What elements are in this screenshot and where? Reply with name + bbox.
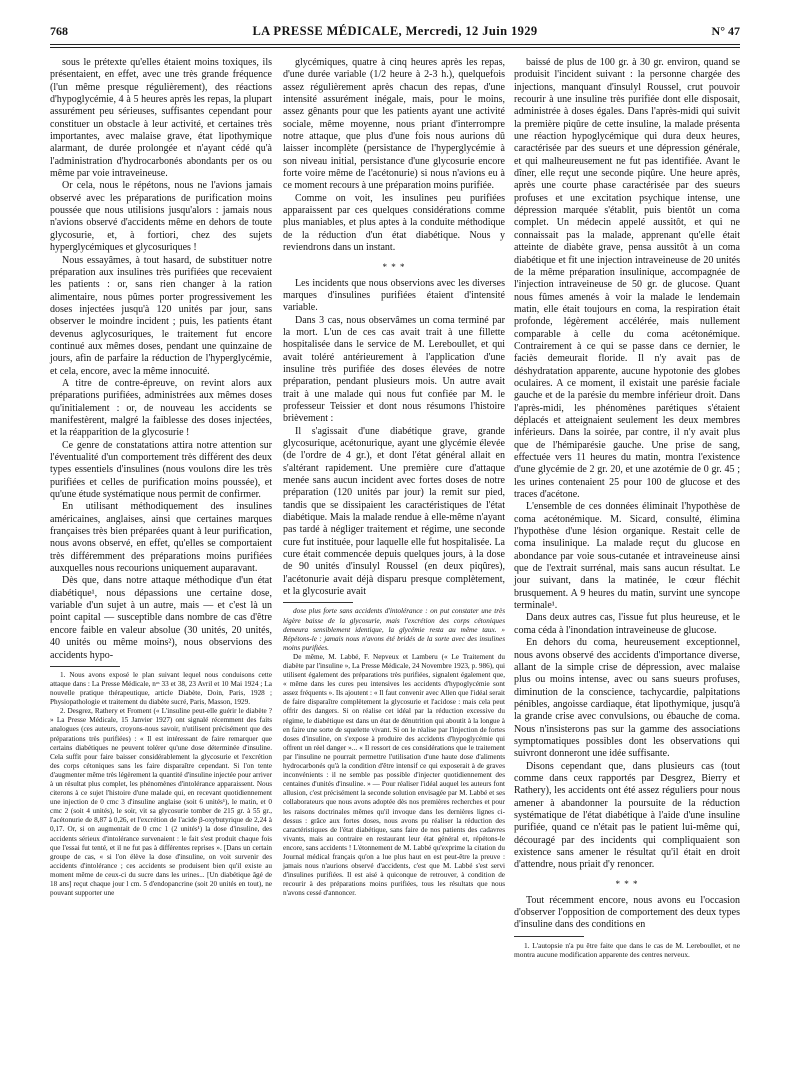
paragraph: Disons cependant que, dans plusieurs cas (tout comme dans ceux rapportés par Desgrez, Bierry et Rathery), les accidents ont été assez réguliers pour nous amener à abandonner la poursuite de la réduction systématique de l'état diabétique à l'aide d'une insuline purifiée, quand ce n'était pas le patient lui-même qui, découragé par des incidents qui compliquaient son existence sans amener le résultat qu'il était en droit d'attendre, nous priait d'y renoncer. [514, 760, 740, 871]
footnotes [283, 607, 505, 898]
paragraph: Dès que, dans notre attaque méthodique d'un état diabétique¹, nous dépassions une certaine dose, variable d'un sujet à un autre, mais — et c'est là un point capital — susceptible dans nombre de cas d'être encore faible en valeur absolue (30 unités, 20 unités, 40 unités ou même moins²), nous observions des accidents hypo- [50, 575, 272, 661]
paragraph: Or cela, nous le répétons, nous ne l'avions jamais observé avec les préparations de purification moins poussée que nous utilisions jusqu'alors : jamais nous n'avions observé d'accidents même en dehors de toute glycosurie, et, à fortiori, chez des sujets hyperglycémiques et glycosuriques ! [50, 180, 272, 254]
text-column-left [50, 57, 272, 1057]
page-number: 768 [50, 24, 68, 38]
footnote: 2. Desgrez, Rathery et Froment (« L'insuline peut-elle guérir le diabète ? » La Presse Médicale, 15 Janvier 1927) ont signalé récemment des faits analogues (ces auteurs, croyons-nous savoir, n'utilisent précisément que des préparations très purifiées) : « Il est intéressant de faire remarquer que certains diabétiques ne peuvent tolérer qu'une dose déterminée d'insuline. Cela suffit pour faire baisser considérablement la glycosurie et l'excrétion des corps cétoniques sans les faire disparaître cependant. Si l'on tente d'augmenter même très légèrement la quantité d'insuline injectée pour arriver à un résultat plus complet, les phénomènes d'intolérance apparaissent. Nous citerons à ce sujet l'histoire d'une malade qui, en recevant quotidiennement une injection de 0 cmc 3 d'insuline anglaise (soit 6 unités¹), le matin, et 0 cmc 2 (soit 4 unités), le soir, vit sa glycosurie tomber de 215 gr. à 55 gr., l'acétonurie de 8,87 à 0,26, et l'excrétion de l'acide β-oxybutyrique de 2,24 à 0,17. Or, si on augmentait de 0 cmc 1 (2 unités¹) la dose d'insuline, des accidents sérieux d'intolérance survenaient : le fait s'est produit chaque fois que l'essai fut tenté, et il ne fut pas à différentes reprises ». [Dans un certain groupe de cas, « si l'on élève la dose d'insuline, on voit survenir des accidents d'intolérance ; ces accidents se produisent bien qu'il existe au moment même de ceux-ci du sucre dans les urines... [Un diabétique âgé de 18 ans] reçut chaque jour l cm. 5 d'endopancrine (soit 20 unités en tout), ne pouvant supporter une [50, 707, 272, 898]
paragraph: L'ensemble de ces données éliminait l'hypothèse de coma acétonémique. M. Sicard, consulté, élimina l'hypothèse d'une lésion organique. Restait celle de coma insulinique. La malade reçut du glucose en abondance par voie sous-cutanée et intraveineuse ainsi que de l'extrait surrénal, mais sans aucun résultat. Le jour suivant, dans la matinée, le cœur fléchit brusquement. A 9 heures du matin, survint une syncope terminale¹. [514, 501, 740, 612]
paragraph: sous le prétexte qu'elles étaient moins toxiques, ils présentaient, en effet, avec une très grande fréquence (l'un même presque régulièrement), des réactions d'hypoglycémie, 4 à 5 heures après les repas, la plupart assurément peu sérieuses, suffisantes cependant pour constituer un obstacle à leur activité, et certaines très importantes, avec malaise grave, état lipothymique alarmant, de durée prolongée et n'ayant cédé qu'à l'administration d'hydrocarbonés abondants per os ou même par voie intraveineuse. [50, 57, 272, 180]
paragraph: baissé de plus de 100 gr. à 30 gr. environ, quand se produisit l'incident suivant : la personne chargée des injections, manquant d'insulyl Roussel, crut pouvoir recourir à une insuline très purifiée dont elle disposait, administrée à doses égales. Dans l'après-midi qui suivit la première piqûre de cette insuline, la malade présenta une réaction hypoglycémique qui dura deux heures, caractérisée par des sueurs et une dépression générale, et qui malheureusement ne fut pas identifiée. Avant le dîner, elle reçut une seconde piqûre. Une heure après, après une courte phase caractérisée par des sueurs profuses et une excitation psychique intense, une dépression marquée s'établit, puis bientôt un coma complet. Un médecin appelé aussitôt, et qui ne connaissait pas la malade, apprenant qu'elle était atteinte de diabète grave, pensa aussitôt à un coma diabétique et fit une injection intraveineuse de 20 unités de la même préparation insulinique, accompagnée de l'injection intraveineuse de 50 gr. de glucose. Quant nous fûmes amenés à voir la malade le lendemain matin, elle était toujours en coma, la respiration était profonde, légèrement accélérée, mais nullement comparable à celle du coma acétonémique. Contrairement à ce qui se passe dans ce dernier, le faciès demeurait floride. Il n'y avait pas de déshydratation apparente, aucune hypotonie des globes oculaires. A ce moment, il existait une parésie faciale gauche et de la parésie du membre inférieur droit. Dans l'après-midi, les phénomènes parétiques s'étaient déplacés et atteignaient seulement les deux membres inférieurs. Dans la soirée, par contre, il n'y avait plus que de l'hémiparésie gauche. Une prise de sang, effectuée vers 11 heures du matin, montra l'existence d'une glycémie de 2 gr. 20, et une azotémie de 0 gr. 45 ; les urines contenaient 25 pour 100 de glucose et des traces d'acétone. [514, 57, 740, 501]
issue-number: N° 47 [711, 24, 740, 38]
text-column-middle [283, 57, 505, 1057]
header-rule-double [50, 47, 740, 48]
paragraph: Il s'agissait d'une diabétique grave, grande glycosurique, acétonurique, ayant une glycémie élevée (de l'ordre de 4 gr.), et dont l'état général allait en s'altérant rapidement. Une première cure d'attaque menée sans aucun incident avec fortes doses de notre préparation (120 unités par jour) la remit sur pied, tandis que se dissipaient les caractéristiques de l'état diabétique. Mais la malade rendue à elle-même n'ayant pas tardé à négliger traitement et régime, une seconde cure fut instituée, pour laquelle elle fut hospitalisée. La cure était commencée depuis quelques jours, à la dose de 90 unités d'insulyl Roussel (en deux piqûres), l'acétonurie avait déjà disparu presque complètement, et la glycosurie avait [283, 425, 505, 598]
paragraph: Les incidents que nous observions avec les diverses marques d'insulines purifiées étaient d'intensité variable. [283, 277, 505, 314]
paragraph: Ce genre de constatations attira notre attention sur l'éventualité d'un comportement très différent des deux types essentiels d'insulines (nous voulons dire les très purifiées et celles de purification moins poussée), et qu'une étude systématique nous permit de confirmer. [50, 439, 272, 501]
paragraph: Tout récemment encore, nous avons eu l'occasion d'observer l'opposition de comportement des deux types d'insuline dans des conditions en [514, 894, 740, 931]
footnote-rule [283, 602, 353, 603]
footnote-rule [50, 666, 120, 667]
footnotes [514, 941, 740, 960]
page-header [50, 24, 740, 44]
footnote-rule [514, 936, 584, 937]
paragraph: Nous essayâmes, à tout hasard, de substituer notre préparation aux insulines très purifiées que recevaient les patients : or, sans rien changer à la ration alimentaire, nous pûmes porter progressivement les doses injectées jusqu'à 120 unités par jour, sans observer le moindre incident ; puis, les patients étant devenus aglycosuriques, le traitement fut encore continué aux mêmes doses, pendant une quinzaine de jours, afin de parfaire la réduction de l'hyperglycémie, et cela, encore, avec la même innocuité. [50, 254, 272, 377]
header-rule [50, 44, 740, 45]
footnote: 1. L'autopsie n'a pu être faite que dans le cas de M. Lereboullet, et ne montra aucune modification apparente des centres nerveux. [514, 940, 740, 960]
text-column-right [514, 57, 740, 1057]
footnote: De même, M. Labbé, F. Nepveux et Lamberu (« Le Traitement du diabète par l'insuline », La Presse Médicale, 24 Novembre 1923, p. 986), qui utilisent également des préparations très purifiées, signalent également que, « même dans les cures peu intensives les accidents d'hypoglycémie sont assez fréquents ». Ils ajoutent : « Il faut convenir avec Allen que l'idéal serait de faire disparaître complètement la glycosurie et l'acidose : mais cela peut offrir des dangers. Si on réalise cet idéal par la réduction excessive du régime, le diabétique est dans un état de dénutrition qui aboutit à la longue à en faire une sorte de squelette vivant. Si on le réalise par l'injection de fortes doses d'insuline, on s'expose à produire des accidents d'hypoglycémie qui offrent un réel danger »... « Il ressort de ces considérations que le traitement par l'insuline ne pourrait permettre l'utilisation d'une haute dose d'aliments hydrocarbonés qu'à la condition d'être intensif ce qui exposerait à de graves inconvénients : il ne semble pas possible d'injecter quotidiennement des centaines d'unités d'insuline. » — Pour réaliser l'idéal auquel les auteurs font allusion, c'est précisément la seconde solution envisagée par M. Labbé et ses collaborateurs que nous avons adoptée dès nos premières recherches et pour les raisons doctrinales mêmes qu'il invoque dans les dernières lignes ci-dessus : grâce aux fortes doses, nous avons pu réaliser la réduction des caractéristiques de l'état diabétique, sans faire de nos patients des cadavres vivants, mais au contraire en restaurant leur état général et, répétons-le encore, sans accidents ! L'étonnement de M. Labbé qu'exprime la citation du Journal médical français qu'on a lue plus haut en est peut-être la preuve : jamais nous n'aurions observé d'accidents, c'est que M. Labbé s'est servi d'insulines purifiées. Il est aisé à quiconque de retrouver, à condition de recourir à des préparations moins purifiées, tous les résultats que nous n'avons cessé d'annoncer. [283, 652, 505, 898]
section-asterism: * * * [615, 878, 639, 889]
journal-title: LA PRESSE MÉDICALE, Mercredi, 12 Juin 1929 [252, 24, 538, 38]
paragraph: En dehors du coma, heureusement exceptionnel, nous avons observé des accidents d'importance diverse, allant de la simple crise de dépression, avec malaise plus ou moins intense, avec ou sans sueurs profuses, diminution de la conscience, tachycardie, palpitations pénibles, angoisse cardiaque, état lipothymique, jusqu'à la grande crise avec convulsions, ou ébauche de coma. Nous n'insisterons pas sur la gamme des associations symptomatiques possibles dont les observations qui suivront donneront une idée suffisante. [514, 637, 740, 760]
footnote: 1. Nous avons exposé le plan suivant lequel nous conduisons cette attaque dans : La Presse Médicale, nᵒˢ 33 et 38, 23 Avril et 10 Mai 1924 ; La nouvelle pratique thérapeutique, article Diabète, Doin, Paris, 1928 ; Physiopathologie et traitement du diabète sucré, Paris, Masson, 1929. [50, 670, 272, 707]
paragraph: A titre de contre-épreuve, on revint alors aux préparations purifiées, administrées aux mêmes doses qu'initialement : or, de nouveau les accidents se manifestèrent, malgré la faiblesse des doses injectées, et la réapparition de la glycosurie ! [50, 377, 272, 439]
paragraph: Dans deux autres cas, l'issue fut plus heureuse, et le coma céda à l'inondation intraveineuse de glucose. [514, 612, 740, 636]
footnotes [50, 671, 272, 898]
paragraph: Dans 3 cas, nous observâmes un coma terminé par la mort. L'un de ces cas avait trait à une fillette hospitalisée dans le service de M. Lereboullet, et qui avait toléré antérieurement à l'application d'une insuline très purifiée des doses élevées de notre préparation, pendant plusieurs mois. Un autre avait trait à une malade qui nous fut confiée par M. le professeur Teissier et dont nous résumons l'histoire brièvement : [283, 314, 505, 425]
paragraph: Comme on voit, les insulines peu purifiées apparaissent par ces quelques considérations comme plus maniables, et plus aptes à la conduite méthodique de la réduction d'un état diabétique. Nous y reviendrons dans un instant. [283, 192, 505, 254]
section-asterism: * * * [382, 261, 406, 272]
footnote-continued: dose plus forte sans accidents d'intolérance : on put constater une très légère baisse de la glycosurie, mais l'excrétion des corps cétoniques demeura sensiblement identique, la glycémie resta au même taux. » Répétons-le : jamais nous n'avons été bridés de la sorte avec des insulines moins purifiées. [283, 607, 505, 652]
paragraph: glycémiques, quatre à cinq heures après les repas, d'une durée variable (1/2 heure à 2-3 h.), quelquefois assez régulièrement après chacun des repas, d'une intensité assurément inégale, mais, pour le moins, assez gênants pour que les patients ayant une activité sociale, même moyenne, nous priant d'interrompre notre attaque, que plus d'une fois nous aurions dû laisser incomplète (persistance de l'hyperglycémie à son niveau initial, persistance d'une glycosurie encore forte voire même de l'acétonurie) si nous n'avions eu à ce moment recours à une préparation moins purifiée. [283, 57, 505, 192]
paragraph: En utilisant méthodiquement des insulines américaines, anglaises, ainsi que certaines marques françaises très bien préparées quant à leur purification, nous avons observé, en effet, qu'elles se comportaient très différemment des préparations moins purifiées auxquelles nous recourions uniquement auparavant. [50, 501, 272, 575]
